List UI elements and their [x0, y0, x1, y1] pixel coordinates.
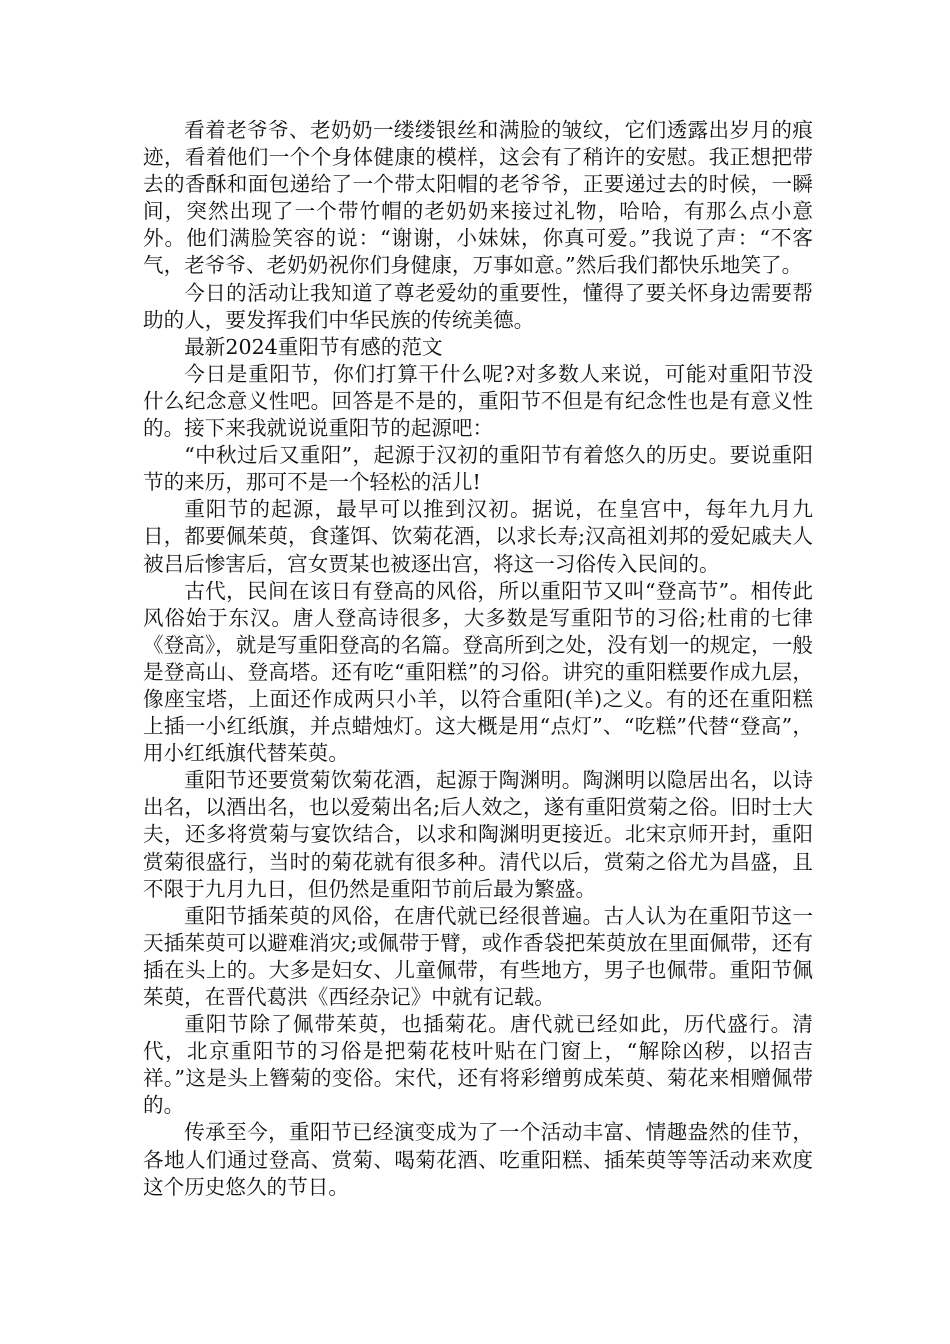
paragraph-history: “中秋过后又重阳”，起源于汉初的重阳节有着悠久的历史。要说重阳节的来历，那可不是一个轻松的活儿! — [143, 443, 813, 495]
paragraph-zhuyu: 重阳节插茱萸的风俗，在唐代就已经很普遍。古人认为在重阳节这一天插茱萸可以避难消灾;或佩带于臂，或作香袋把茱萸放在里面佩带，还有插在头上的。大多是妇女、儿童佩带，有些地方，男子也佩带。重阳节佩茱萸，在晋代葛洪《西经杂记》中就有记载。 — [143, 903, 813, 1009]
paragraph-elderly-visit: 看着老爷爷、老奶奶一缕缕银丝和满脸的皱纹，它们透露出岁月的痕迹，看着他们一个个身体健康的模样，这会有了稍许的安慰。我正想把带去的香酥和面包递给了一个带太阳帽的老爷爷，正要递过去的时候，一瞬间，突然出现了一个带竹帽的老奶奶来接过礼物，哈哈，有那么点小意外。他们满脸笑容的说：“谢谢，小妹妹，你真可爱。”我说了声：“不客气，老爷爷、老奶奶祝你们身健康，万事如意。”然后我们都快乐地笑了。 — [143, 118, 813, 278]
paragraph-climbing: 古代，民间在该日有登高的风俗，所以重阳节又叫“登高节”。相传此风俗始于东汉。唐人登高诗很多，大多数是写重阳节的习俗;杜甫的七律《登高》，就是写重阳登高的名篇。登高所到之处，没有划一的规定，一般是登高山、登高塔。还有吃“重阳糕”的习俗。讲究的重阳糕要作成九层，像座宝塔，上面还作成两只小羊，以符合重阳(羊)之义。有的还在重阳糕上插一小红纸旗，并点蜡烛灯。这大概是用“点灯”、“吃糕”代替“登高”，用小红纸旗代替茱萸。 — [143, 578, 813, 766]
paragraph-conclusion: 传承至今，重阳节已经演变成为了一个活动丰富、情趣盎然的佳节，各地人们通过登高、赏菊、喝菊花酒、吃重阳糕、插茱萸等等活动来欢度这个历史悠久的节日。 — [143, 1120, 813, 1199]
section-heading: 最新2024重阳节有感的范文 — [184, 334, 443, 359]
paragraph-activity-lesson: 今日的活动让我知道了尊老爱幼的重要性，懂得了要关怀身边需要帮助的人，要发挥我们中华民族的传统美德。 — [143, 280, 813, 332]
paragraph-origin: 重阳节的起源，最早可以推到汉初。据说，在皇宫中，每年九月九日，都要佩茱萸，食蓬饵、饮菊花酒，以求长寿;汉高祖刘邦的爱妃戚夫人被吕后惨害后，宫女贾某也被逐出宫，将这一习俗传入民间的。 — [143, 497, 813, 576]
paragraph-chrysanthemum: 重阳节还要赏菊饮菊花酒，起源于陶渊明。陶渊明以隐居出名，以诗出名，以酒出名，也以爱菊出名;后人效之，遂有重阳赏菊之俗。旧时士大夫，还多将赏菊与宴饮结合，以求和陶渊明更接近。北宋京师开封，重阳赏菊很盛行，当时的菊花就有很多种。清代以后，赏菊之俗尤为昌盛，且不限于九月九日，但仍然是重阳节前后最为繁盛。 — [143, 768, 813, 901]
paragraph-intro: 今日是重阳节，你们打算干什么呢?对多数人来说，可能对重阳节没什么纪念意义性吧。回答是不是的，重阳节不但是有纪念性也是有意义性的。接下来我就说说重阳节的起源吧： — [143, 361, 813, 441]
document-body — [143, 117, 813, 1201]
paragraph-flowers: 重阳节除了佩带茱萸，也插菊花。唐代就已经如此，历代盛行。清代，北京重阳节的习俗是把菊花枝叶贴在门窗上，“解除凶秽，以招吉祥。”这是头上簪菊的变俗。宋代，还有将彩缯剪成茱萸、菊花来相赠佩带的。 — [143, 1012, 813, 1118]
